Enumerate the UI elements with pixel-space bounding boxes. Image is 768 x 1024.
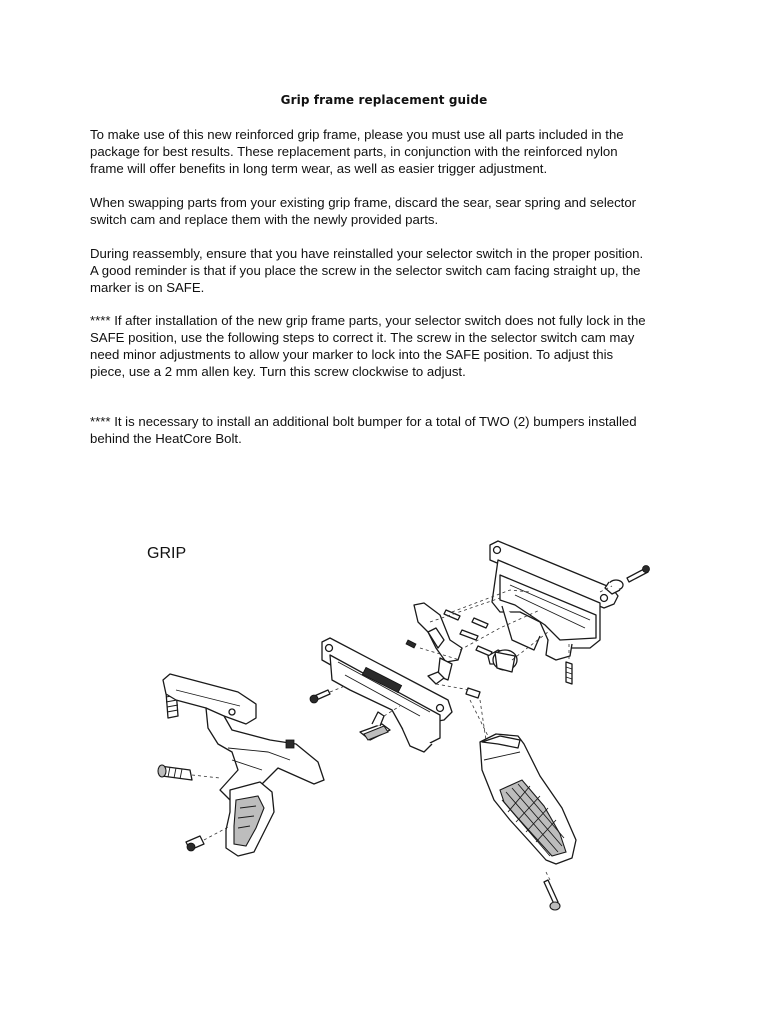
swap-parts-paragraph: When swapping parts from your existing grip frame, discard the sear, sear spring and selector switch cam and replace them with the newly provided parts.	[90, 195, 637, 227]
selector-adjust-note: **** If after installation of the new grip frame parts, your selector switch does not fully lock in the SAFE position, use the following steps to correct it. The screw in the selector switch cam may need minor adjustments to allow your marker to lock into the SAFE position. To adjust this piece, use a 2 mm allen key. Turn this screw clockwise to adjust.	[90, 313, 646, 379]
grip-frame-plate	[310, 638, 452, 752]
bolt-bumper-note: **** It is necessary to install an additional bolt bumper for a total of TWO (2) bumpers installed behind the HeatCore Bolt.	[90, 414, 637, 446]
reassembly-paragraph: During reassembly, ensure that you have reinstalled your selector switch in the proper position. A good reminder is that if you place the screw in the selector switch cam facing straight up, the marker is on SAFE.	[90, 246, 644, 295]
grip-frame-upper	[490, 541, 650, 660]
intro-paragraph: To make use of this new reinforced grip frame, please you must use all parts included in the package for best results. These replacement parts, in conjunction with the reinforced nylon frame will offer benefits in long term wear, as well as easier trigger adjustment.	[90, 127, 624, 176]
grip-handle	[480, 700, 576, 910]
trigger-assembly	[158, 674, 324, 856]
diagram-label: GRIP	[147, 545, 187, 562]
page-title: Grip frame replacement guide	[280, 93, 488, 107]
